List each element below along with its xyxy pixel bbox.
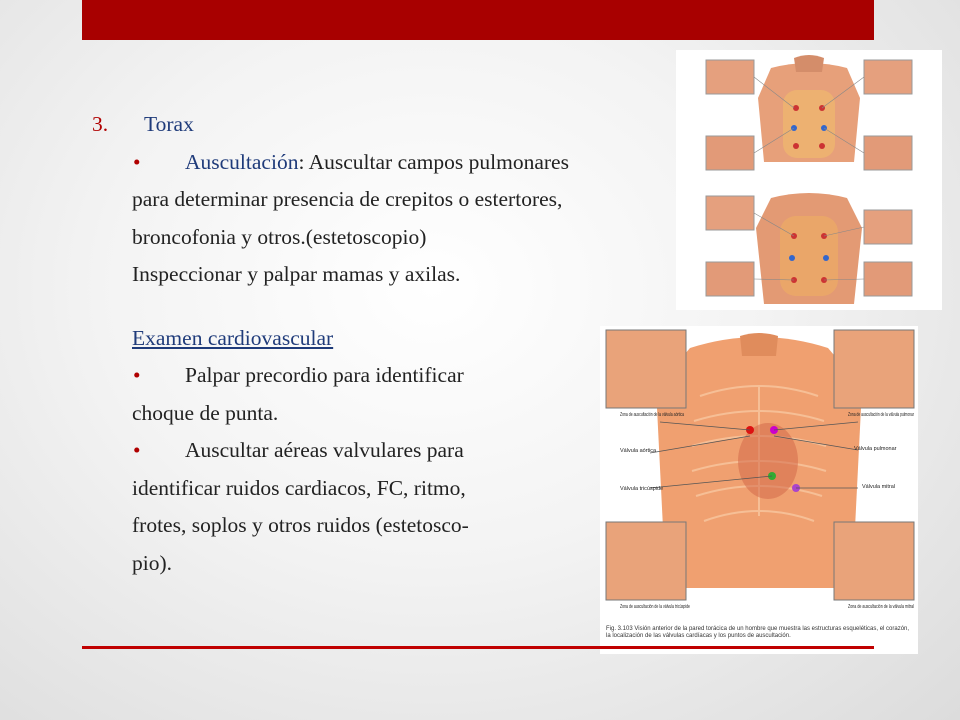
bullet1-term: Auscultación xyxy=(185,149,299,174)
label-mitral-valve: Válvula mitral xyxy=(862,484,896,490)
text-line: frotes, soplos y otros ruidos (estetosco- xyxy=(132,513,469,537)
label-mitral-zone: Zona de auscultación de la válvula mitral xyxy=(848,604,914,610)
lung-auscultation-figure xyxy=(676,50,942,310)
figure-caption: Fig. 3.103 Visión anterior de la pared torácica de un hombre que muestra las estructuras esqueléticas, el corazón, la localización de las válvulas cardíacas y los puntos de auscultación. xyxy=(606,626,910,639)
label-aortic-zone: Zona de auscultación de la válvula aórtica xyxy=(620,412,685,418)
back-torso xyxy=(756,193,862,304)
cardio-heading-link[interactable]: Examen cardiovascular xyxy=(132,325,334,350)
text-line: Inspeccionar y palpar mamas y axilas. xyxy=(132,262,461,286)
bullet-icon: • xyxy=(133,363,141,387)
label-aortic-valve: Válvula aórtica xyxy=(620,448,657,454)
bullet-auscultacion xyxy=(92,144,692,182)
text-line: pio). xyxy=(132,550,173,575)
text-line: choque de punta. xyxy=(132,400,279,425)
footer-rule xyxy=(82,646,874,649)
label-pulmonary-valve: Válvula pulmonar xyxy=(854,446,897,452)
section-heading xyxy=(92,106,692,144)
text-line: identificar ruidos cardiacos, FC, ritmo, xyxy=(132,475,466,500)
cardiac-auscultation-illustration xyxy=(600,326,918,654)
cardiac-auscultation-figure xyxy=(600,326,918,654)
label-tricuspid-valve: Válvula tricúspide xyxy=(620,486,664,492)
thumbnails-left xyxy=(706,60,754,296)
bullet-icon: • xyxy=(133,438,141,462)
bullet2-text: Palpar precordio para identificar xyxy=(185,363,464,387)
bullet-icon: • xyxy=(133,149,141,174)
bullet3-text: Auscultar aéreas valvulares para xyxy=(185,438,464,462)
lung-auscultation-illustration xyxy=(676,50,942,310)
label-tricuspid-zone: Zona de auscultación de la válvula tricúspide xyxy=(620,604,690,610)
section-number: 3. xyxy=(92,112,109,136)
text-line: broncofonia y otros.(estetoscopio) xyxy=(132,224,427,249)
front-torso xyxy=(758,55,860,162)
bullet1-text: : Auscultar campos pulmonares xyxy=(298,149,569,174)
header-bar xyxy=(82,0,874,40)
heart-shape xyxy=(738,423,798,499)
thumbnails-right xyxy=(864,60,912,296)
section-title: Torax xyxy=(144,112,194,136)
text-line: para determinar presencia de crepitos o estertores, xyxy=(132,187,563,211)
label-pulmonary-zone: Zona de auscultación de la válvula pulmonar xyxy=(848,412,915,418)
